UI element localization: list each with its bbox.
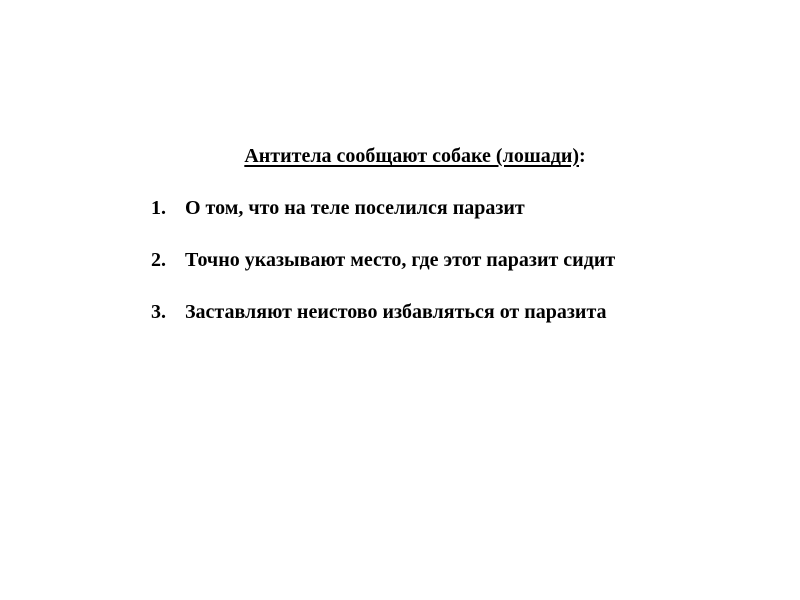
slide-heading xyxy=(0,143,800,169)
list-item xyxy=(151,299,615,325)
list-item-text: О том, что на теле поселился паразит xyxy=(185,197,525,219)
list-item xyxy=(151,195,615,221)
heading-colon: : xyxy=(579,145,586,167)
list-item-text: Заставляют неистово избавляться от паразита xyxy=(185,301,607,323)
list-item-number: 3. xyxy=(151,301,166,323)
numbered-list xyxy=(151,195,615,351)
list-item-number: 1. xyxy=(151,197,166,219)
heading-text: Антитела сообщают собаке (лошади) xyxy=(244,145,579,167)
list-item xyxy=(151,247,615,273)
list-item-number: 2. xyxy=(151,249,166,271)
list-item-text: Точно указывают место, где этот паразит сидит xyxy=(185,249,616,271)
